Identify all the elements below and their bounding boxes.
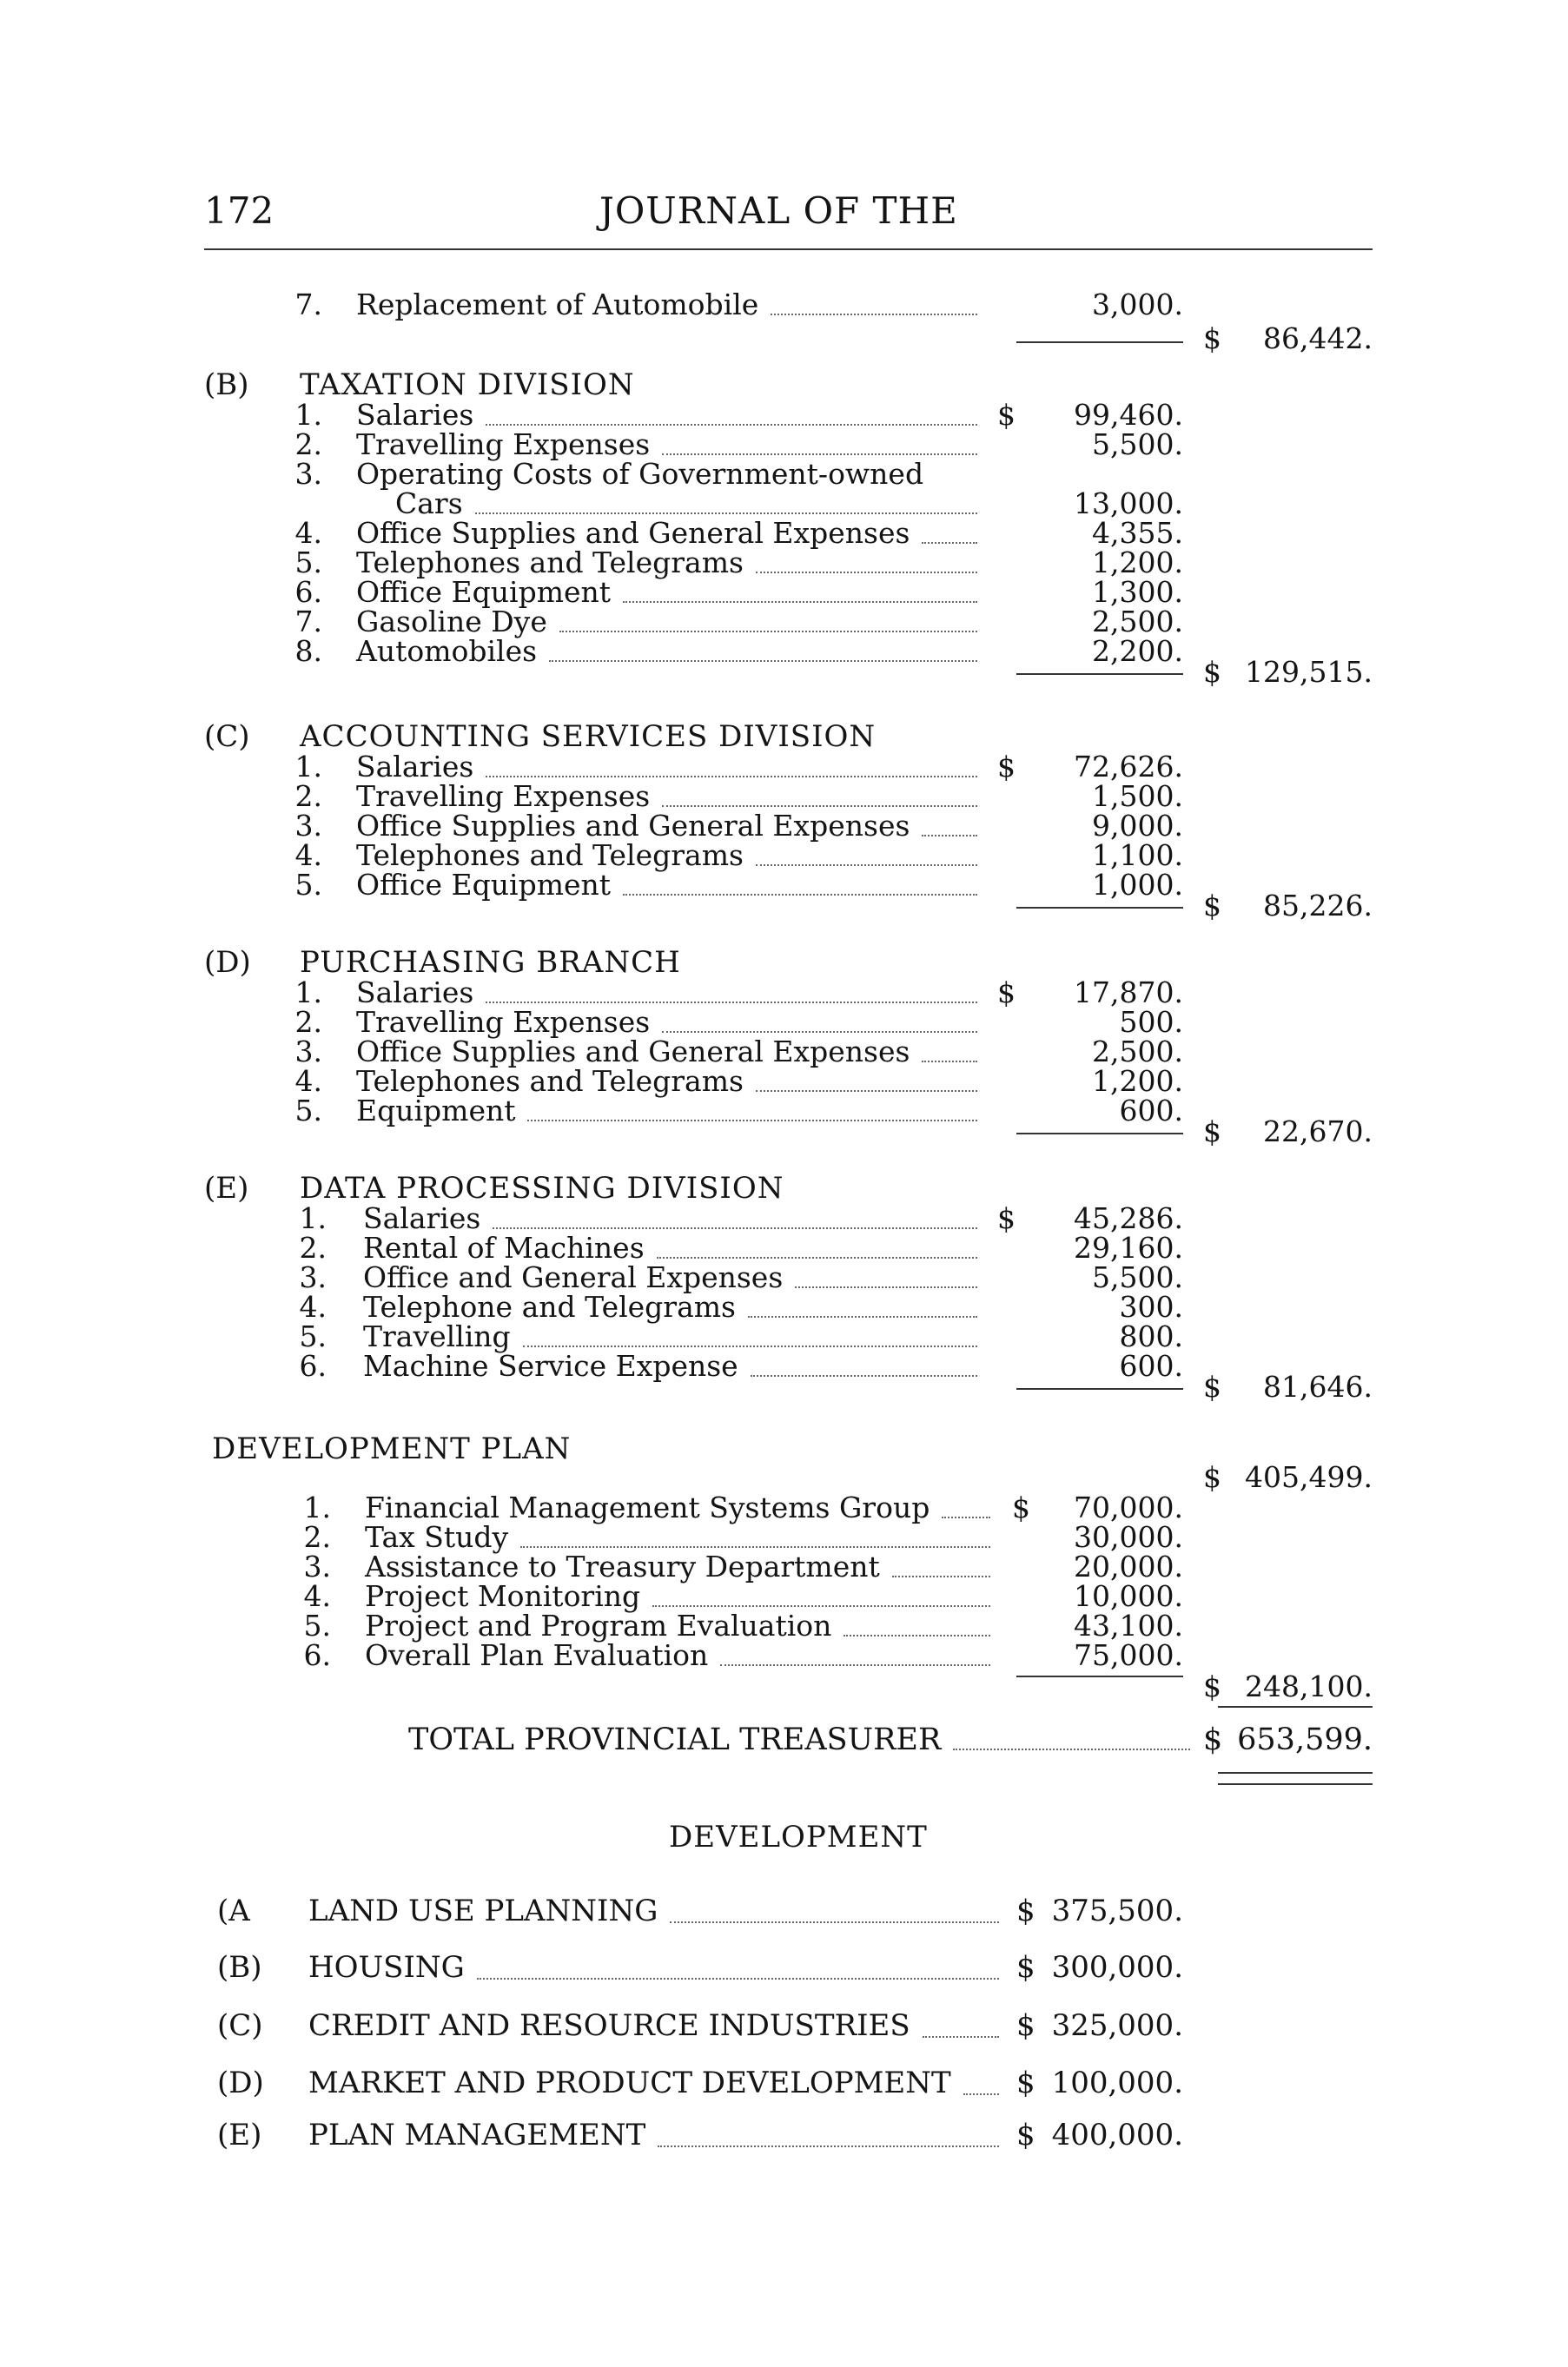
item-number: 4.: [294, 838, 322, 872]
double-rule-bottom: [1218, 1783, 1373, 1785]
dollar-sign: $: [1203, 1669, 1221, 1703]
dollar-sign: $: [997, 975, 1016, 1009]
item-amount: 600.: [1119, 1349, 1183, 1383]
item-label: LAND USE PLANNING: [308, 1894, 658, 1928]
running-head: JOURNAL OF THE: [599, 189, 958, 232]
item-amount: 300,000.: [1051, 1950, 1183, 1985]
leader-dots: [923, 2001, 999, 2038]
item-number: 1.: [294, 398, 322, 432]
item-amount: 375,500.: [1051, 1894, 1183, 1928]
item-letter: (A: [217, 1894, 250, 1928]
dollar-sign: $: [997, 398, 1016, 432]
item-number: 2.: [299, 1231, 327, 1265]
line-item: [0, 1581, 1568, 1612]
item-number: 3.: [299, 1260, 327, 1294]
item-label: Office Equipment: [356, 575, 612, 609]
dollar-sign: $: [997, 750, 1016, 783]
development-item: [0, 2008, 1568, 2043]
section-total: [0, 1671, 1568, 1703]
total-amount: 81,646.: [1263, 1370, 1373, 1404]
item-label: Financial Management Systems Group: [365, 1491, 930, 1524]
leader-dots: [523, 1314, 977, 1347]
leader-dots: [892, 1544, 990, 1577]
item-number: 1.: [299, 1201, 327, 1235]
leader-dots: [922, 1029, 977, 1062]
dollar-sign: $: [1203, 1722, 1223, 1757]
line-item: [0, 488, 1568, 519]
item-amount: 45,286.: [1074, 1201, 1183, 1235]
leader-dots: [748, 1285, 977, 1318]
item-label: Telephones and Telegrams: [356, 545, 744, 579]
item-label: Travelling Expenses: [356, 427, 651, 461]
leader-dots: [486, 970, 977, 1003]
section-letter: (E): [204, 1171, 249, 1206]
item-letter: (B): [217, 1950, 262, 1985]
leader-dots: [657, 1226, 977, 1259]
item-number: 2.: [294, 1005, 322, 1039]
leader-dots: [922, 511, 977, 544]
leader-dots: [795, 1255, 977, 1288]
item-number: 5.: [303, 1609, 331, 1643]
item-letter: (C): [217, 2008, 263, 2043]
item-number: 6.: [299, 1349, 327, 1383]
item-number: 3.: [294, 1035, 322, 1068]
grand-total-amount: 653,599.: [1237, 1722, 1373, 1757]
dollar-sign: $: [1203, 321, 1221, 355]
leader-dots: [662, 774, 977, 807]
development-title: DEVELOPMENT: [669, 1820, 928, 1855]
total-amount: 85,226.: [1263, 889, 1373, 922]
item-number: 3.: [294, 457, 322, 491]
total-rule: [1218, 1706, 1373, 1708]
leader-dots: [559, 599, 977, 632]
item-label: CREDIT AND RESOURCE INDUSTRIES: [308, 2008, 910, 2043]
item-number: 8.: [294, 634, 322, 668]
item-amount: 400,000.: [1051, 2118, 1183, 2152]
item-number: 3.: [303, 1550, 331, 1584]
item-label: Travelling Expenses: [356, 779, 651, 813]
item-label: Assistance to Treasury Department: [365, 1550, 880, 1584]
item-number: 4.: [294, 1064, 322, 1098]
line-item: [0, 1007, 1568, 1038]
section-total: [0, 323, 1568, 354]
section-title: ACCOUNTING SERVICES DIVISION: [300, 719, 877, 754]
dollar-sign: $: [1012, 1491, 1030, 1524]
leader-dots: [652, 1574, 990, 1607]
item-amount: 2,200.: [1092, 634, 1183, 668]
development-plan-title: DEVELOPMENT PLAN: [212, 1431, 572, 1466]
item-amount: 30,000.: [1074, 1520, 1183, 1554]
leader-dots: [756, 1059, 977, 1092]
item-amount: 10,000.: [1074, 1579, 1183, 1613]
leader-dots: [477, 1943, 999, 1980]
total-amount: 248,100.: [1245, 1669, 1373, 1703]
leader-dots: [486, 393, 977, 426]
double-rule-top: [1218, 1772, 1373, 1774]
section-total: [0, 1116, 1568, 1147]
item-label: Project Monitoring: [365, 1579, 641, 1613]
item-label: Office Supplies and General Expenses: [356, 809, 910, 843]
item-amount: 600.: [1119, 1094, 1183, 1127]
item-amount: 1,000.: [1092, 868, 1183, 902]
leader-dots: [922, 803, 977, 836]
item-number: 2.: [303, 1520, 331, 1554]
section-title: TAXATION DIVISION: [300, 367, 635, 402]
item-number: 1.: [303, 1491, 331, 1524]
leader-dots: [756, 833, 977, 866]
dollar-sign: $: [1203, 1370, 1221, 1404]
item-amount: 1,500.: [1092, 779, 1183, 813]
dollar-sign: $: [1016, 2008, 1035, 2043]
dollar-sign: $: [1203, 1460, 1221, 1494]
development-item: [0, 2118, 1568, 2152]
dollar-sign: $: [1203, 1114, 1221, 1148]
item-letter: (E): [217, 2118, 262, 2152]
line-item: [0, 1233, 1568, 1264]
leader-dots: [623, 570, 977, 603]
item-label: Telephone and Telegrams: [363, 1290, 736, 1324]
leader-dots: [520, 1515, 990, 1548]
leader-dots: [670, 1887, 999, 1923]
item-amount: 17,870.: [1074, 975, 1183, 1009]
item-label: PLAN MANAGEMENT: [308, 2118, 646, 2152]
line-item: [0, 1640, 1568, 1671]
development-item: [0, 2066, 1568, 2100]
item-label: Salaries: [356, 750, 474, 783]
item-amount: 70,000.: [1074, 1491, 1183, 1524]
section-total: [0, 890, 1568, 922]
item-label: Project and Program Evaluation: [365, 1609, 832, 1643]
line-item: [0, 429, 1568, 460]
item-label: Telephones and Telegrams: [356, 1064, 744, 1098]
item-label: Gasoline Dye: [356, 605, 547, 638]
line-item: [0, 289, 1568, 321]
item-label: Overall Plan Evaluation: [365, 1638, 709, 1672]
item-number: 2.: [294, 427, 322, 461]
item-number: 6.: [303, 1638, 331, 1672]
item-number: 4.: [299, 1290, 327, 1324]
leader-dots: [771, 282, 977, 315]
dollar-sign: $: [1016, 2118, 1035, 2152]
item-label: HOUSING: [308, 1950, 465, 1985]
item-label: Travelling: [363, 1319, 511, 1353]
item-label: MARKET AND PRODUCT DEVELOPMENT: [308, 2066, 951, 2100]
item-amount: 9,000.: [1092, 809, 1183, 843]
item-number: 6.: [294, 575, 322, 609]
item-amount: 13,000.: [1074, 486, 1183, 520]
item-amount: 325,000.: [1051, 2008, 1183, 2043]
item-amount: 5,500.: [1092, 1260, 1183, 1294]
section-letter: (D): [204, 945, 251, 980]
item-number: 1.: [294, 750, 322, 783]
item-amount: 43,100.: [1074, 1609, 1183, 1643]
item-amount: 100,000.: [1051, 2066, 1183, 2100]
item-label: Office and General Expenses: [363, 1260, 784, 1294]
leader-dots: [486, 744, 977, 777]
section-letter: (C): [204, 719, 250, 754]
item-amount: 5,500.: [1092, 427, 1183, 461]
item-label: Automobiles: [356, 634, 538, 668]
item-number: 4.: [303, 1579, 331, 1613]
leader-dots: [756, 540, 977, 573]
item-label: Replacement of Automobile: [356, 288, 759, 321]
item-label: Telephones and Telegrams: [356, 838, 744, 872]
dollar-sign: $: [1203, 889, 1221, 922]
item-number: 7.: [294, 605, 322, 638]
item-number: 3.: [294, 809, 322, 843]
line-item: [0, 1522, 1568, 1553]
leader-dots: [963, 2059, 999, 2095]
dollar-sign: $: [1016, 1950, 1035, 1985]
leader-dots: [942, 1485, 990, 1518]
item-amount: 4,355.: [1092, 516, 1183, 550]
total-amount: 405,499.: [1245, 1460, 1373, 1494]
item-number: 1.: [294, 975, 322, 1009]
item-number: 5.: [294, 868, 322, 902]
item-number: 5.: [294, 1094, 322, 1127]
item-number: 5.: [294, 545, 322, 579]
page-number: 172: [204, 189, 275, 232]
item-label: Salaries: [356, 398, 474, 432]
item-amount: 72,626.: [1074, 750, 1183, 783]
leader-dots: [662, 1000, 977, 1033]
leader-dots: [844, 1603, 990, 1636]
item-amount: 1,100.: [1092, 838, 1183, 872]
dollar-sign: $: [1203, 655, 1221, 689]
item-number: 2.: [294, 779, 322, 813]
item-label: Operating Costs of Government-owned: [356, 457, 924, 491]
item-number: 5.: [299, 1319, 327, 1353]
leader-dots: [720, 1633, 990, 1666]
item-label: Office Supplies and General Expenses: [356, 1035, 910, 1068]
section-total: [0, 1372, 1568, 1403]
total-amount: 129,515.: [1245, 655, 1373, 689]
item-amount: 2,500.: [1092, 605, 1183, 638]
item-amount: 29,160.: [1074, 1231, 1183, 1265]
item-label: Travelling Expenses: [356, 1005, 651, 1039]
development-item: [0, 1950, 1568, 1985]
dollar-sign: $: [1016, 1894, 1035, 1928]
leader-dots: [658, 2111, 999, 2147]
item-label: Equipment: [356, 1094, 516, 1127]
development-item: [0, 1894, 1568, 1928]
item-amount: 800.: [1119, 1319, 1183, 1353]
grand-total-label: TOTAL PROVINCIAL TREASURER: [408, 1722, 942, 1757]
leader-dots: [953, 1717, 1190, 1750]
item-amount: 300.: [1119, 1290, 1183, 1324]
total-amount: 22,670.: [1263, 1114, 1373, 1148]
item-label: Salaries: [363, 1201, 481, 1235]
leader-dots: [493, 1196, 977, 1229]
item-amount: 20,000.: [1074, 1550, 1183, 1584]
section-title: DATA PROCESSING DIVISION: [300, 1171, 784, 1206]
item-amount: 1,200.: [1092, 545, 1183, 579]
item-label: Office Equipment: [356, 868, 612, 902]
item-label: Cars: [395, 486, 463, 520]
item-amount: 3,000.: [1092, 288, 1183, 321]
section-total: [0, 657, 1568, 688]
section-title: PURCHASING BRANCH: [300, 945, 681, 980]
item-label: Tax Study: [365, 1520, 509, 1554]
item-amount: 1,300.: [1092, 575, 1183, 609]
line-item: [0, 781, 1568, 812]
item-letter: (D): [217, 2066, 264, 2100]
item-amount: 75,000.: [1074, 1638, 1183, 1672]
total-amount: 86,442.: [1263, 321, 1373, 355]
item-label: Office Supplies and General Expenses: [356, 516, 910, 550]
item-amount: 99,460.: [1074, 398, 1183, 432]
item-label: Rental of Machines: [363, 1231, 645, 1265]
item-number: 7.: [294, 288, 322, 321]
item-label: Salaries: [356, 975, 474, 1009]
dollar-sign: $: [1016, 2066, 1035, 2100]
section-letter: (B): [204, 367, 249, 402]
item-amount: 500.: [1119, 1005, 1183, 1039]
header-rule: [204, 248, 1373, 250]
grand-total-row: [0, 1724, 1568, 1755]
item-label: Machine Service Expense: [363, 1349, 738, 1383]
item-amount: 2,500.: [1092, 1035, 1183, 1068]
section-total: [0, 1462, 1568, 1493]
item-number: 4.: [294, 516, 322, 550]
dollar-sign: $: [997, 1201, 1016, 1235]
leader-dots: [475, 481, 977, 514]
item-amount: 1,200.: [1092, 1064, 1183, 1098]
leader-dots: [662, 422, 977, 455]
